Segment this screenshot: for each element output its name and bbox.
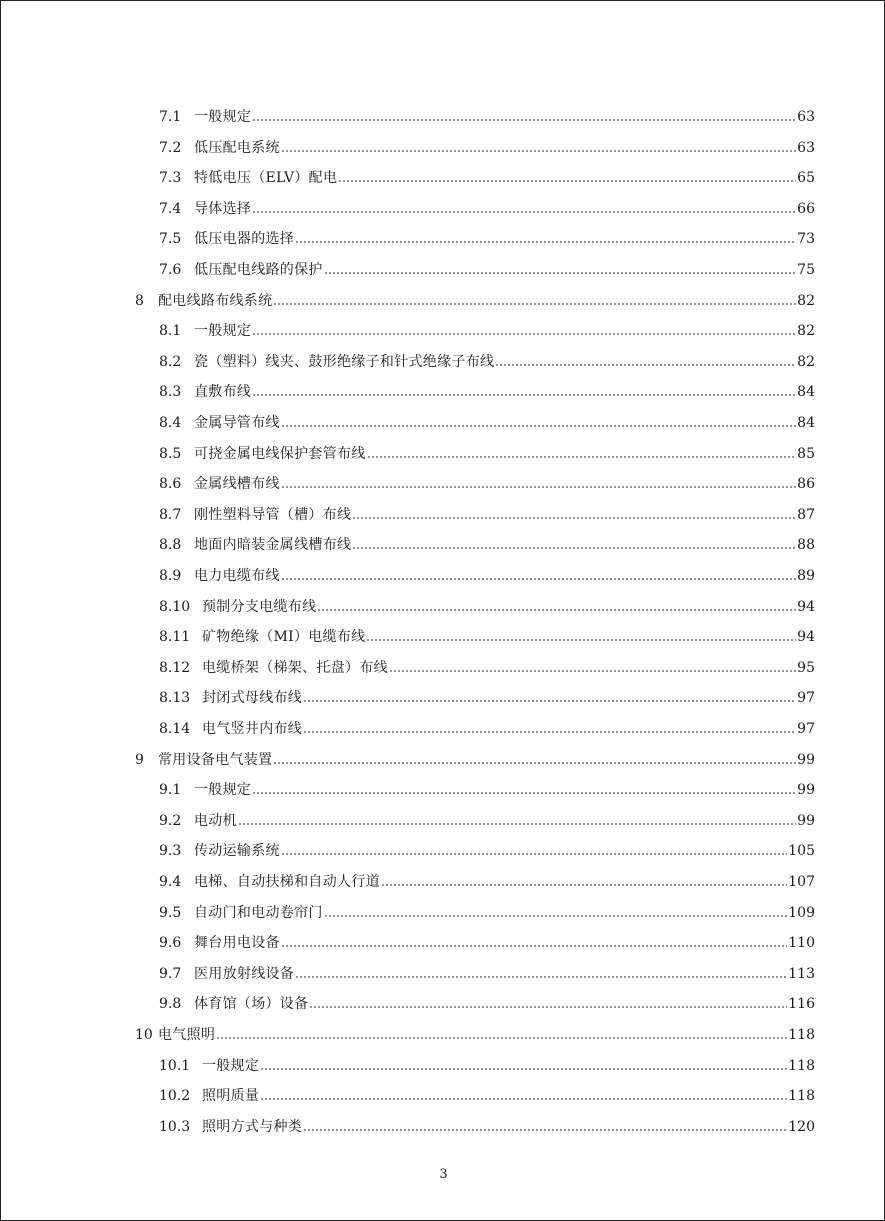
- toc-dot-leader: [273, 303, 796, 305]
- toc-entry-number: 7.1: [159, 109, 182, 125]
- toc-entry-number: 8.14: [159, 721, 191, 737]
- toc-entry-page: 75: [797, 262, 815, 278]
- toc-section-entry[interactable]: [159, 470, 815, 498]
- toc-entry-title: 自动门和电动卷帘门: [194, 904, 323, 921]
- toc-section-entry[interactable]: [159, 593, 815, 621]
- toc-section-entry[interactable]: [159, 1082, 815, 1110]
- toc-dot-leader: [324, 272, 796, 274]
- toc-dot-leader: [295, 241, 796, 243]
- toc-entry-title: 电力电缆布线: [194, 568, 280, 584]
- toc-dot-leader: [260, 1098, 787, 1100]
- toc-entry-number: 9.8: [159, 996, 182, 1013]
- toc-entry-number: 8.9: [159, 568, 182, 584]
- toc-entry-page: 85: [797, 445, 815, 462]
- toc-entry-number: 8.12: [159, 659, 191, 676]
- toc-entry-number: 9.3: [159, 843, 182, 860]
- toc-entry-title: 电气照明: [158, 1027, 216, 1043]
- page-number: 3: [439, 1167, 448, 1182]
- toc-entry-title: 矿物绝缘（MI）电缆布线: [202, 629, 366, 646]
- toc-dot-leader: [273, 762, 796, 764]
- toc-entry-page: 118: [788, 1088, 815, 1105]
- toc-entry-number: 9: [135, 751, 144, 768]
- toc-entry-number: 8.4: [159, 415, 182, 431]
- toc-entry-number: 8.11: [159, 629, 191, 646]
- toc-entry-title: 可挠金属电线保护套管布线: [194, 445, 366, 462]
- toc-dot-leader: [281, 945, 787, 947]
- toc-dot-leader: [309, 1006, 787, 1008]
- toc-entry-number: 8.8: [159, 537, 182, 554]
- toc-entry-title: 刚性塑料导管（槽）布线: [194, 506, 352, 523]
- toc-dot-leader: [338, 180, 796, 182]
- toc-section-entry[interactable]: [159, 868, 815, 896]
- toc-section-entry[interactable]: [159, 103, 815, 131]
- toc-entry-number: 8: [135, 292, 144, 309]
- toc-entry-number: 8.2: [159, 353, 182, 370]
- toc-section-entry[interactable]: [159, 440, 815, 468]
- toc-entry-title: 导体选择: [194, 200, 252, 217]
- toc-entry-number: 7.2: [159, 139, 182, 156]
- toc-entry-number: 8.1: [159, 323, 182, 340]
- toc-section-entry[interactable]: [159, 256, 815, 284]
- toc-entry-number: 8.7: [159, 506, 182, 523]
- toc-section-entry[interactable]: [159, 409, 815, 437]
- toc-dot-leader: [303, 731, 796, 733]
- toc-entry-page: 97: [797, 690, 815, 707]
- toc-entry-title: 地面内暗装金属线槽布线: [194, 537, 352, 554]
- toc-entry-title: 低压配电系统: [194, 139, 280, 156]
- toc-entry-number: 9.5: [159, 904, 182, 921]
- toc-section-entry[interactable]: [159, 807, 815, 835]
- toc-section-entry[interactable]: [159, 929, 815, 957]
- toc-entry-number: 7.3: [159, 170, 182, 187]
- toc-chapter-entry[interactable]: [135, 287, 815, 315]
- toc-dot-leader: [238, 823, 796, 825]
- toc-entry-number: 7.5: [159, 231, 182, 248]
- toc-dot-leader: [303, 700, 796, 702]
- toc-chapter-entry[interactable]: [135, 1021, 815, 1049]
- toc-entry-page: 82: [797, 353, 815, 370]
- toc-entry-title: 金属导管布线: [194, 415, 280, 431]
- toc-entry-page: 97: [797, 721, 815, 737]
- toc-section-entry[interactable]: [159, 960, 815, 988]
- toc-section-entry[interactable]: [159, 164, 815, 192]
- toc-section-entry[interactable]: [159, 317, 815, 345]
- toc-entry-number: 10.1: [159, 1057, 191, 1074]
- toc-dot-leader: [216, 1037, 787, 1039]
- toc-entry-title: 金属线槽布线: [194, 476, 280, 493]
- toc-dot-leader: [252, 211, 796, 213]
- toc-entry-number: 9.7: [159, 965, 182, 982]
- toc-entry-number: 9.4: [159, 874, 182, 890]
- toc-entry-title: 常用设备电气装置: [158, 751, 273, 768]
- toc-entry-page: 82: [797, 292, 815, 309]
- toc-section-entry[interactable]: [159, 899, 815, 927]
- toc-entry-page: 105: [788, 843, 815, 860]
- toc-dot-leader: [281, 486, 796, 488]
- toc-entry-title: 传动运输系统: [194, 843, 280, 860]
- toc-entry-number: 9.2: [159, 812, 182, 829]
- toc-entry-title: 特低电压（ELV）配电: [194, 170, 338, 187]
- toc-entry-number: 10.3: [159, 1118, 191, 1135]
- toc-entry-number: 7.6: [159, 262, 182, 278]
- toc-entry-page: 120: [788, 1118, 815, 1135]
- toc-dot-leader: [260, 1068, 787, 1070]
- toc-section-entry[interactable]: [159, 531, 815, 559]
- toc-section-entry[interactable]: [159, 623, 815, 651]
- toc-entry-page: 94: [797, 598, 815, 615]
- toc-entry-page: 109: [788, 904, 815, 921]
- toc-dot-leader: [324, 915, 788, 917]
- toc-dot-leader: [281, 150, 796, 152]
- toc-dot-leader: [381, 884, 787, 886]
- toc-entry-title: 一般规定: [202, 1057, 260, 1074]
- toc-dot-leader: [281, 425, 796, 427]
- toc-entry-page: 84: [797, 384, 815, 401]
- toc-entry-number: 10: [135, 1027, 153, 1043]
- toc-entry-number: 9.1: [159, 782, 182, 799]
- toc-entry-page: 113: [788, 965, 815, 982]
- toc-entry-page: 84: [797, 415, 815, 431]
- toc-entry-title: 瓷（塑料）线夹、鼓形绝缘子和针式绝缘子布线: [194, 353, 495, 370]
- toc-dot-leader: [252, 119, 796, 121]
- toc-dot-leader: [281, 853, 787, 855]
- toc-section-entry[interactable]: [159, 1052, 815, 1080]
- toc-entry-title: 电动机: [194, 812, 237, 829]
- toc-entry-number: 10.2: [159, 1088, 191, 1105]
- toc-entry-page: 65: [797, 170, 815, 187]
- toc-dot-leader: [252, 792, 796, 794]
- toc-dot-leader: [281, 578, 796, 580]
- toc-entry-number: 8.13: [159, 690, 191, 707]
- toc-entry-number: 8.6: [159, 476, 182, 493]
- toc-entry-page: 107: [788, 874, 815, 890]
- toc-entry-number: 9.6: [159, 935, 182, 952]
- toc-entry-number: 7.4: [159, 200, 182, 217]
- toc-dot-leader: [389, 670, 796, 672]
- toc-entry-title: 照明质量: [202, 1088, 260, 1105]
- toc-entry-page: 95: [797, 659, 815, 676]
- toc-dot-leader: [366, 639, 796, 641]
- toc-section-entry[interactable]: [159, 684, 815, 712]
- toc-entry-page: 63: [797, 109, 815, 125]
- toc-entry-title: 封闭式母线布线: [202, 690, 303, 707]
- toc-section-entry[interactable]: [159, 134, 815, 162]
- toc-section-entry[interactable]: [159, 348, 815, 376]
- toc-dot-leader: [295, 976, 787, 978]
- toc-entry-page: 66: [797, 200, 815, 217]
- toc-entry-number: 8.3: [159, 384, 182, 401]
- toc-section-entry[interactable]: [159, 562, 815, 590]
- toc-dot-leader: [303, 1129, 787, 1131]
- toc-entry-title: 配电线路布线系统: [158, 292, 273, 309]
- toc-dot-leader: [495, 364, 796, 366]
- toc-entry-page: 118: [788, 1057, 815, 1074]
- toc-section-entry[interactable]: [159, 990, 815, 1018]
- toc-entry-page: 110: [788, 935, 815, 952]
- toc-entry-page: 99: [797, 782, 815, 799]
- toc-entry-title: 体育馆（场）设备: [194, 996, 309, 1013]
- toc-entry-number: 8.10: [159, 598, 191, 615]
- toc-section-entry[interactable]: [159, 1113, 815, 1141]
- toc-entry-title: 预制分支电缆布线: [202, 598, 317, 615]
- toc-entry-page: 73: [797, 231, 815, 248]
- toc-entry-page: 82: [797, 323, 815, 340]
- toc-entry-title: 电梯、自动扶梯和自动人行道: [194, 874, 380, 890]
- toc-entry-page: 94: [797, 629, 815, 646]
- toc-section-entry[interactable]: [159, 654, 815, 682]
- toc-entry-title: 一般规定: [194, 323, 252, 340]
- toc-entry-page: 86: [797, 476, 815, 493]
- toc-entry-page: 116: [788, 996, 815, 1013]
- toc-dot-leader: [352, 517, 796, 519]
- toc-entry-title: 电气竖井内布线: [202, 721, 303, 737]
- toc-entry-title: 一般规定: [194, 782, 252, 799]
- toc-entry-title: 一般规定: [194, 109, 252, 125]
- toc-entry-page: 87: [797, 506, 815, 523]
- toc-dot-leader: [252, 333, 796, 335]
- toc-entry-page: 99: [797, 751, 815, 768]
- toc-entry-number: 8.5: [159, 445, 182, 462]
- toc-section-entry[interactable]: [159, 378, 815, 406]
- toc-section-entry[interactable]: [159, 225, 815, 253]
- toc-dot-leader: [252, 394, 796, 396]
- toc-entry-title: 直敷布线: [194, 384, 252, 401]
- toc-entry-title: 低压配电线路的保护: [194, 262, 323, 278]
- toc-entry-title: 医用放射线设备: [194, 965, 295, 982]
- toc-section-entry[interactable]: [159, 195, 815, 223]
- toc-entry-title: 电缆桥架（梯架、托盘）布线: [202, 659, 388, 676]
- toc-section-entry[interactable]: [159, 501, 815, 529]
- toc-dot-leader: [352, 547, 796, 549]
- toc-entry-page: 99: [797, 812, 815, 829]
- toc-section-entry[interactable]: [159, 776, 815, 804]
- toc-entry-title: 舞台用电设备: [194, 935, 280, 952]
- toc-dot-leader: [367, 456, 797, 458]
- toc-entry-title: 低压电器的选择: [194, 231, 295, 248]
- toc-dot-leader: [317, 609, 796, 611]
- toc-chapter-entry[interactable]: [135, 746, 815, 774]
- toc-entry-page: 89: [797, 568, 815, 584]
- toc-entry-page: 118: [788, 1027, 815, 1043]
- toc-entry-page: 88: [797, 537, 815, 554]
- toc-section-entry[interactable]: [159, 837, 815, 865]
- toc-entry-page: 63: [797, 139, 815, 156]
- toc-section-entry[interactable]: [159, 715, 815, 743]
- toc-entry-title: 照明方式与种类: [202, 1118, 303, 1135]
